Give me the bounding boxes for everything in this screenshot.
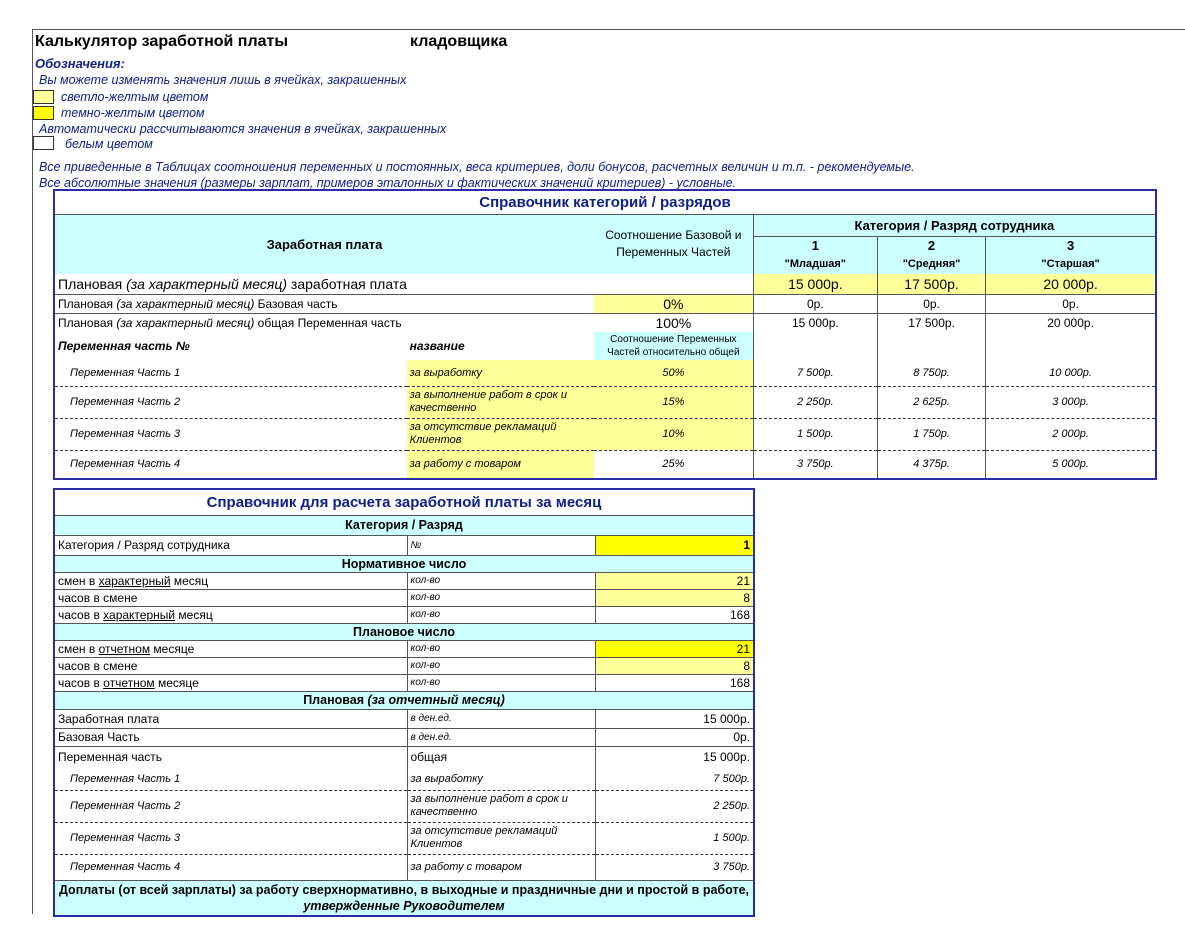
var-part-3-cat-2: 1 750р. [877, 418, 985, 450]
month-part-4-name: за работу с товаром [407, 854, 596, 880]
month-part-1-label: Переменная Часть 1 [54, 768, 407, 790]
note-2: Все абсолютные значения (размеры зарплат, примеров эталонных и фактических значений критериев) - условные. [39, 176, 737, 190]
month-table [53, 488, 755, 917]
plan-base-cat-3: 0р. [986, 294, 1156, 313]
dark-yellow-swatch [33, 106, 54, 120]
plan-variable-cat-2: 17 500р. [877, 313, 985, 332]
col-salary: Заработная плата [54, 214, 594, 274]
var-name-header: название [409, 339, 465, 353]
plan-variable-label: Плановая (за характерный месяц) общая Переменная часть [58, 315, 402, 330]
plan-variable-cat-3: 20 000р. [1047, 315, 1094, 330]
plan-hours-label: часов в смене [54, 657, 407, 674]
category-num-3: 3 [986, 236, 1156, 254]
plan-salary-cat-3[interactable]: 20 000р. [986, 274, 1156, 294]
base-label: Базовая Часть [54, 728, 407, 746]
category-num-1: 1 [753, 236, 877, 254]
plan-variable-cat-1: 15 000р. [753, 313, 877, 332]
light-yellow-swatch [33, 90, 54, 104]
norm-hours-label: часов в смене [54, 589, 407, 606]
var-part-2-cat-2: 2 625р. [877, 386, 985, 418]
var-part-3-name[interactable]: за отсутствие рекламаций Клиентов [407, 418, 594, 450]
section-plan: Плановое число [54, 623, 754, 640]
categories-caption: Справочник категорий / разрядов [54, 190, 1156, 214]
sheet-left-border [32, 29, 33, 914]
var-part-2-name[interactable]: за выполнение работ в срок и качественно [407, 386, 594, 418]
var-part-4-label: Переменная Часть 4 [70, 458, 181, 471]
base-value: 0р. [596, 728, 754, 746]
variable-unit: общая [407, 746, 596, 768]
var-part-4-ratio: 25% [662, 458, 685, 471]
norm-shifts-unit: кол-во [407, 572, 596, 589]
legend-light: светло-желтым цветом [61, 90, 209, 104]
categories-table [53, 189, 1157, 480]
category-name-1: "Младшая" [753, 254, 877, 274]
var-part-3-ratio[interactable]: 10% [594, 418, 753, 450]
legend-dark: темно-желтым цветом [61, 106, 205, 120]
sheet-top-border [33, 29, 1185, 30]
month-part-4-label: Переменная Часть 4 [54, 854, 407, 880]
norm-shifts-input[interactable]: 21 [596, 572, 754, 589]
var-part-3-cat-3: 2 000р. [986, 418, 1156, 450]
plan-base-cat-2: 0р. [877, 294, 985, 313]
col-category: Категория / Разряд сотрудника [753, 214, 1156, 236]
var-part-1-cat-2: 8 750р. [877, 360, 985, 386]
variable-value: 15 000р. [703, 750, 750, 765]
salary-label: Заработная плата [54, 709, 407, 728]
month-footer: Доплаты (от всей зарплаты) за работу сверхнормативно, в выходные и праздничные дни и простой в работе, утвержденные Руководителем [54, 880, 754, 916]
category-name-3: "Старшая" [986, 254, 1156, 274]
var-part-4-cat-2: 4 375р. [877, 450, 985, 479]
var-part-3-label: Переменная Часть 3 [54, 418, 407, 450]
plan-hours-month-value: 168 [596, 674, 754, 691]
section-norm: Нормативное число [54, 555, 754, 572]
category-name-2: "Средняя" [877, 254, 985, 274]
month-part-4-value: 3 750р. [596, 854, 754, 880]
category-row-unit: № [407, 535, 596, 555]
legend-line-1: Вы можете изменять значения лишь в ячейках, закрашенных [39, 73, 407, 87]
plan-salary-cat-1[interactable]: 15 000р. [753, 274, 877, 294]
salary-unit: в ден.ед. [407, 709, 596, 728]
plan-hours-unit: кол-во [407, 657, 596, 674]
norm-shifts-label: смен в характерный месяц [54, 572, 407, 589]
legend-heading: Обозначения: [35, 56, 125, 71]
month-part-1-name: за выработку [407, 768, 596, 790]
var-part-4-cat-1: 3 750р. [753, 450, 877, 479]
var-part-1-label: Переменная Часть 1 [54, 360, 407, 386]
var-part-2-cat-3: 3 000р. [986, 386, 1156, 418]
month-part-2-label: Переменная Часть 2 [54, 790, 407, 822]
plan-hours-month-label: часов в отчетном месяце [54, 674, 407, 691]
page-role: кладовщика [410, 33, 508, 50]
var-part-1-name[interactable]: за выработку [407, 360, 594, 386]
plan-variable-ratio: 100% [655, 314, 692, 331]
var-part-1-ratio[interactable]: 50% [594, 360, 753, 386]
plan-salary-cat-2[interactable]: 17 500р. [877, 274, 985, 294]
month-part-3-name: за отсутствие рекламаций Клиентов [407, 822, 596, 854]
var-part-2-cat-1: 2 250р. [753, 386, 877, 418]
plan-salary-label: Плановая (за характерный месяц) заработная плата [54, 274, 753, 294]
plan-shifts-unit: кол-во [407, 640, 596, 657]
month-part-3-value: 1 500р. [596, 822, 754, 854]
plan-base-cat-1: 0р. [753, 294, 877, 313]
month-part-2-name: за выполнение работ в срок и качественно [407, 790, 596, 822]
category-input[interactable]: 1 [596, 535, 754, 555]
var-ratio-header: Соотношение Переменных Частей относительно общей [594, 332, 753, 360]
var-part-1-cat-3: 10 000р. [986, 360, 1156, 386]
var-part-4-name[interactable]: за работу с товаром [407, 450, 594, 479]
norm-hours-month-unit: кол-во [407, 606, 596, 623]
var-part-2-label: Переменная Часть 2 [54, 386, 407, 418]
legend-line-2: Автоматически рассчитываются значения в ячейках, закрашенных [39, 122, 447, 136]
category-row-label: Категория / Разряд сотрудника [54, 535, 407, 555]
salary-value: 15 000р. [596, 709, 754, 728]
variable-label: Переменная часть [54, 746, 407, 768]
norm-hours-month-label: часов в характерный месяц [54, 606, 407, 623]
month-part-1-value: 7 500р. [596, 768, 754, 790]
base-unit: в ден.ед. [407, 728, 596, 746]
plan-hours-month-unit: кол-во [407, 674, 596, 691]
norm-hours-unit: кол-во [407, 589, 596, 606]
month-caption: Справочник для расчета заработной платы за месяц [54, 489, 754, 515]
plan-shifts-label: смен в отчетном месяце [54, 640, 407, 657]
col-ratio: Соотношение Базовой и Переменных Частей [594, 214, 753, 274]
var-part-2-ratio[interactable]: 15% [594, 386, 753, 418]
plan-base-ratio[interactable]: 0% [594, 294, 753, 313]
month-part-2-value: 2 250р. [596, 790, 754, 822]
var-part-1-cat-1: 7 500р. [753, 360, 877, 386]
section-planned: Плановая (за отчетный месяц) [54, 691, 754, 709]
norm-hours-month-value: 168 [596, 606, 754, 623]
plan-base-label: Плановая (за характерный месяц) Базовая часть [54, 294, 594, 313]
legend-white: белым цветом [65, 137, 153, 151]
var-part-4-cat-3: 5 000р. [1052, 458, 1089, 471]
note-1: Все приведенные в Таблицах соотношения переменных и постоянных, веса критериев, доли бонусов, расчетных величин и т.п. - рекомендуемые. [39, 160, 915, 174]
var-part-3-cat-1: 1 500р. [753, 418, 877, 450]
white-swatch [33, 136, 54, 150]
plan-hours-input[interactable]: 8 [596, 657, 754, 674]
category-num-2: 2 [877, 236, 985, 254]
norm-hours-input[interactable]: 8 [596, 589, 754, 606]
page-title: Калькулятор заработной платы [35, 33, 289, 50]
month-part-3-label: Переменная Часть 3 [54, 822, 407, 854]
section-category: Категория / Разряд [54, 515, 754, 535]
plan-shifts-input[interactable]: 21 [596, 640, 754, 657]
var-part-header: Переменная часть № [58, 339, 190, 353]
